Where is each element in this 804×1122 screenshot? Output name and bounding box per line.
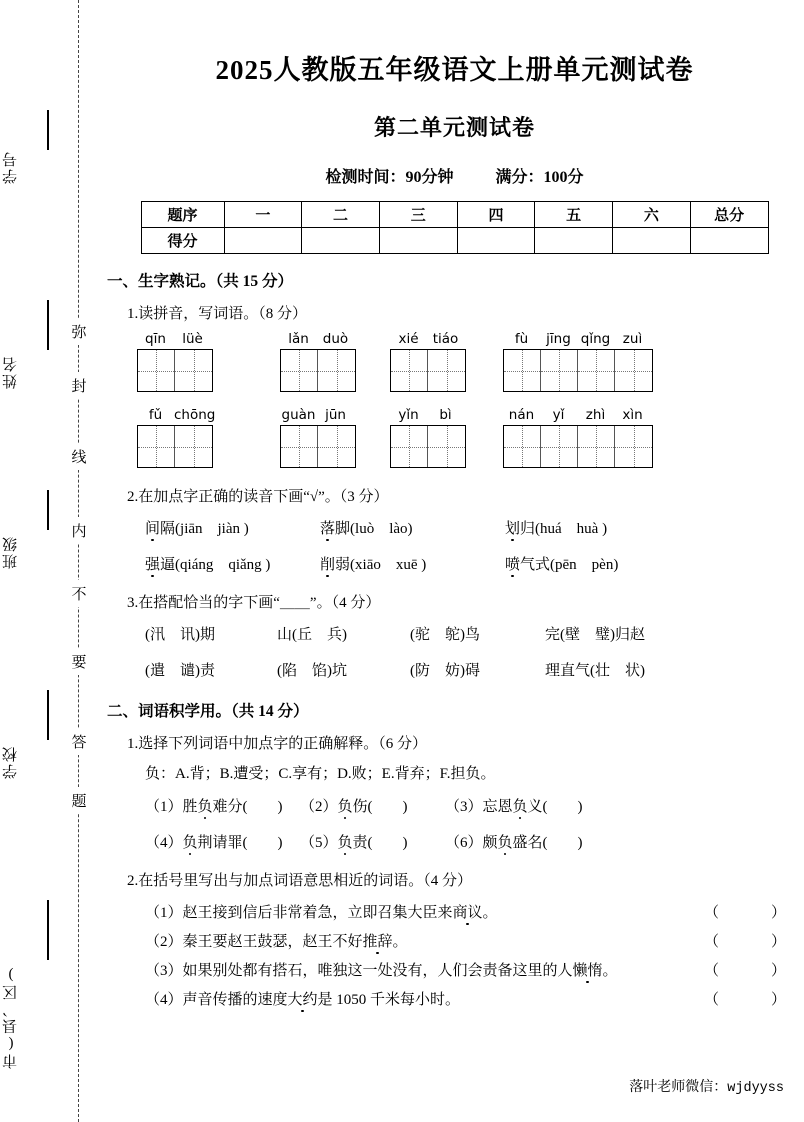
item-number: （3）: [145, 963, 183, 979]
item-post: 盛名( ): [512, 835, 583, 851]
pronunciation-row-1: [105, 517, 804, 543]
item-number: （4）: [145, 992, 183, 1008]
pronunciation-item[interactable]: [320, 517, 413, 538]
page-title: 2025人教版五年级语文上册单元测试卷: [215, 55, 694, 85]
writing-cell[interactable]: [318, 426, 355, 467]
item-number: （4）: [145, 835, 183, 851]
item-post: 荆请罪( ): [197, 835, 283, 851]
sentence-tail: 。: [602, 963, 618, 979]
seal-char-7: 题: [68, 787, 90, 814]
pronunciation-row-2: [105, 553, 804, 579]
writing-cell[interactable]: [391, 350, 428, 391]
item-options: (huá huà ): [535, 521, 608, 537]
dotted-char: 间: [145, 517, 160, 538]
question-1-1-prompt: 1.读拼音，写词语。（8 分）: [127, 306, 308, 322]
pinyin-group-8: [503, 405, 653, 468]
item-number: （2）: [145, 934, 183, 950]
dotted-char: 负: [513, 795, 528, 816]
writing-cell[interactable]: [504, 350, 541, 391]
char-choice-item[interactable]: (陷 馅)坑: [277, 663, 347, 679]
pinyin-text: fù: [514, 331, 529, 347]
sentence-tail: 是 1050 千米每小时。: [317, 992, 461, 1008]
pinyin-text: qīn: [145, 331, 166, 347]
score-col-1: 一: [224, 202, 302, 228]
seal-label-city: 市(县、区): [3, 965, 19, 1069]
sealing-line-area: [0, 0, 105, 1122]
writing-cell[interactable]: [281, 426, 318, 467]
pinyin-text: xié: [398, 331, 419, 347]
item-pre: 颇: [482, 835, 498, 851]
question-1-3-prompt: 3.在搭配恰当的字下画“＿＿”。（4 分）: [127, 595, 381, 611]
char-choice-item[interactable]: (遣 谴)责: [145, 663, 215, 679]
seal-char-4: 不: [68, 580, 90, 607]
pinyin-grid-row-1: [105, 329, 804, 395]
seal-dashed-line: [78, 0, 79, 1122]
writing-grid[interactable]: [280, 425, 356, 468]
dotted-char: 划: [505, 517, 520, 538]
writing-cell[interactable]: [578, 426, 615, 467]
item-post: 伤( ): [352, 799, 408, 815]
score-col-6: 六: [613, 202, 691, 228]
seal-char-5: 要: [68, 648, 90, 675]
pinyin-grid-row-2: [105, 405, 804, 471]
item-options: (xiāo xuē ): [350, 557, 427, 573]
score-cell-3[interactable]: [379, 228, 457, 254]
question-2-2-prompt: 2.在括号里写出与加点词语意思相近的词语。（4 分）: [127, 873, 473, 889]
score-col-5: 五: [535, 202, 613, 228]
seal-rule-1: [47, 110, 49, 150]
pronunciation-item[interactable]: [145, 553, 270, 574]
page-subtitle: 第二单元测试卷: [373, 115, 535, 140]
pronunciation-item[interactable]: [505, 553, 618, 574]
writing-cell[interactable]: [138, 426, 175, 467]
dotted-char: 负: [338, 795, 353, 816]
section-heading-2: 二、词语积学用。（共 14 分）: [107, 703, 309, 720]
dotted-char: 强: [145, 553, 160, 574]
meaning-item[interactable]: [145, 831, 283, 852]
pinyin-text: nán: [508, 407, 535, 423]
item-post: 责( ): [352, 835, 408, 851]
char-choice-item[interactable]: (汛 讯)期: [145, 627, 215, 643]
sentence-tail: 。: [482, 905, 498, 921]
dotted-char: 负: [198, 795, 213, 816]
meaning-item[interactable]: [145, 795, 283, 816]
score-cell-1[interactable]: [224, 228, 302, 254]
score-cell-4[interactable]: [457, 228, 535, 254]
seal-label-student-id: 学号: [3, 150, 19, 184]
question-2-1-key: 负：A.背；B.遭受；C.享有；D.败；E.背弃；F.担负。: [145, 766, 496, 782]
pinyin-text: fǔ: [148, 407, 163, 423]
writing-grid[interactable]: [137, 425, 213, 468]
pinyin-text: zuì: [622, 331, 643, 347]
footer-watermark: [629, 1076, 784, 1096]
exam-sheet: [105, 0, 804, 1122]
seal-rule-2: [47, 300, 49, 350]
pinyin-text: yǐ: [552, 407, 565, 423]
score-table-header-row: [141, 202, 768, 228]
meaning-item[interactable]: [300, 795, 408, 816]
synonym-sentence-1: [105, 901, 804, 930]
meaning-item[interactable]: [300, 831, 408, 852]
answer-blank[interactable]: （ ）: [703, 992, 786, 1008]
item-word: 逼: [160, 557, 176, 573]
pinyin-group-2: [280, 329, 356, 392]
footer-wechat-id: wjdyyss: [727, 1081, 784, 1096]
dotted-word: 懒惰: [573, 959, 603, 980]
pinyin-text: lüè: [182, 331, 203, 347]
dotted-word: 推辞: [363, 930, 393, 951]
sentence-text: 赵王接到信后非常着急，立即召集大臣来: [182, 905, 453, 921]
pronunciation-item[interactable]: [145, 517, 249, 538]
item-number: （2）: [300, 799, 338, 815]
score-table-value-row: [141, 228, 768, 254]
writing-cell[interactable]: [138, 350, 175, 391]
seal-label-class: 班级: [3, 535, 19, 569]
footer-label: 落叶老师微信：: [629, 1080, 728, 1095]
item-post: 难分( ): [212, 799, 283, 815]
item-pre: 忘恩: [482, 799, 513, 815]
exam-duration: 检测时间：90分钟: [325, 169, 454, 186]
item-number: （1）: [145, 905, 183, 921]
char-choice-item[interactable]: 完(壁 璧)归赵: [545, 627, 645, 643]
score-col-total: 总分: [690, 202, 768, 228]
pronunciation-item[interactable]: [320, 553, 426, 574]
writing-cell[interactable]: [175, 426, 212, 467]
item-number: （3）: [445, 799, 483, 815]
exam-total-score: 满分：100分: [495, 169, 584, 186]
seal-char-0: 弥: [68, 318, 90, 345]
writing-grid[interactable]: [137, 349, 213, 392]
writing-cell[interactable]: [578, 350, 615, 391]
seal-label-school: 学校: [3, 745, 19, 779]
item-number: （1）: [145, 799, 183, 815]
pinyin-group-7: [390, 405, 466, 468]
question-2-1-prompt: 1.选择下列词语中加点字的正确解释。（6 分）: [127, 736, 428, 752]
pinyin-text: tiáo: [432, 331, 459, 347]
item-word: 隔: [160, 521, 176, 537]
synonym-sentence-3: [105, 959, 804, 988]
item-number: （5）: [300, 835, 338, 851]
char-choice-item[interactable]: 理直气(壮 状): [545, 663, 645, 679]
writing-grid[interactable]: [390, 425, 466, 468]
meaning-row-1: [105, 795, 804, 821]
dotted-char: 负: [498, 831, 513, 852]
sentence-text: 秦王要赵王鼓瑟，赵王不好: [182, 934, 363, 950]
pinyin-text: lǎn: [288, 331, 309, 347]
synonym-sentence-2: [105, 930, 804, 959]
char-choice-item[interactable]: 山(丘 兵): [277, 627, 347, 643]
item-options: (luò lào): [350, 521, 413, 537]
sentence-text: 声音传播的速度: [182, 992, 288, 1008]
section-heading-1: 一、生字熟记。（共 15 分）: [107, 273, 294, 290]
pronunciation-item[interactable]: [505, 517, 607, 538]
item-word: 归: [520, 521, 536, 537]
meaning-item[interactable]: [445, 831, 583, 852]
writing-cell[interactable]: [175, 350, 212, 391]
item-word: 气式: [520, 557, 551, 573]
score-col-4: 四: [457, 202, 535, 228]
seal-char-6: 答: [68, 728, 90, 755]
writing-grid[interactable]: [503, 349, 653, 392]
writing-cell[interactable]: [541, 426, 578, 467]
answer-blank[interactable]: （ ）: [703, 934, 786, 950]
item-options: (jiān jiàn ): [175, 521, 249, 537]
item-options: (pēn pèn): [550, 557, 619, 573]
pinyin-group-3: [390, 329, 466, 392]
pinyin-text: bì: [439, 407, 452, 423]
score-col-3: 三: [379, 202, 457, 228]
writing-cell[interactable]: [541, 350, 578, 391]
pinyin-text: jūn: [325, 407, 346, 423]
score-cell-6[interactable]: [613, 228, 691, 254]
dotted-word: 大约: [288, 988, 318, 1009]
dotted-char: 喷: [505, 553, 520, 574]
seal-rule-4: [47, 690, 49, 740]
pinyin-text: jīng: [546, 331, 571, 347]
char-choice-row-1: [105, 623, 804, 649]
seal-rule-5: [47, 900, 49, 960]
pinyin-text: guàn: [281, 407, 316, 423]
pinyin-text: qǐng: [580, 331, 611, 347]
synonym-sentence-4: [105, 988, 804, 1017]
sentence-tail: 。: [392, 934, 408, 950]
item-word: 脚: [335, 521, 351, 537]
writing-cell[interactable]: [504, 426, 541, 467]
writing-grid[interactable]: [503, 425, 653, 468]
seal-char-1: 封: [68, 372, 90, 399]
writing-cell[interactable]: [281, 350, 318, 391]
dotted-char: 落: [320, 517, 335, 538]
exam-meta: [105, 164, 804, 187]
writing-cell[interactable]: [428, 350, 465, 391]
question-1-2-prompt: 2.在加点字正确的读音下画“√”。（3 分）: [127, 489, 389, 505]
char-choice-row-2: [105, 659, 804, 685]
dotted-char: 负: [338, 831, 353, 852]
answer-blank[interactable]: （ ）: [703, 905, 786, 921]
score-table-row-label-score: 得分: [141, 228, 224, 254]
pinyin-text: xìn: [622, 407, 643, 423]
pinyin-text: chōng: [174, 407, 216, 423]
answer-blank[interactable]: （ ）: [703, 963, 786, 979]
score-cell-2[interactable]: [302, 228, 380, 254]
writing-cell[interactable]: [428, 426, 465, 467]
seal-rule-3: [47, 490, 49, 530]
char-choice-item[interactable]: (驼 鸵)鸟: [410, 627, 480, 643]
pinyin-text: yǐn: [398, 407, 419, 423]
writing-grid[interactable]: [390, 349, 466, 392]
item-options: (qiáng qiǎng ): [175, 557, 271, 573]
dotted-char: 削: [320, 553, 335, 574]
seal-char-3: 内: [68, 517, 90, 544]
pinyin-text: zhì: [585, 407, 606, 423]
writing-cell[interactable]: [318, 350, 355, 391]
meaning-row-2: [105, 831, 804, 857]
item-pre: 胜: [182, 799, 198, 815]
meaning-item[interactable]: [445, 795, 583, 816]
seal-label-name: 姓名: [3, 355, 19, 389]
writing-grid[interactable]: [280, 349, 356, 392]
writing-cell[interactable]: [615, 426, 652, 467]
writing-cell[interactable]: [615, 350, 652, 391]
pinyin-group-1: [137, 329, 213, 392]
pinyin-group-4: [503, 329, 653, 392]
item-number: （6）: [445, 835, 483, 851]
score-col-2: 二: [302, 202, 380, 228]
char-choice-item[interactable]: (防 妨)碍: [410, 663, 480, 679]
score-table-row-label-order: 题序: [141, 202, 224, 228]
item-word: 弱: [335, 557, 351, 573]
item-post: 义( ): [527, 799, 583, 815]
pinyin-group-6: [280, 405, 356, 468]
score-cell-5[interactable]: [535, 228, 613, 254]
sentence-text: 如果别处都有搭石，唯独这一处没有，人们会责备这里的人: [182, 963, 573, 979]
dotted-word: 商议: [453, 901, 483, 922]
score-cell-total[interactable]: [690, 228, 768, 254]
seal-char-2: 线: [68, 443, 90, 470]
pinyin-group-5: [137, 405, 216, 468]
score-table: [141, 201, 769, 254]
writing-cell[interactable]: [391, 426, 428, 467]
pinyin-text: duò: [322, 331, 349, 347]
dotted-char: 负: [183, 831, 198, 852]
